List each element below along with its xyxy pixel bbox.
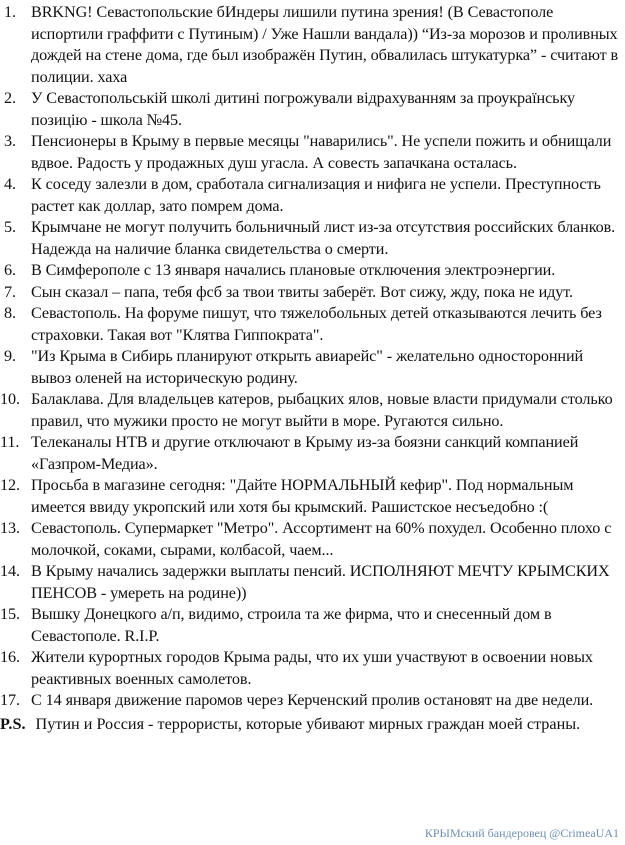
list-item-number: 10. bbox=[0, 390, 20, 408]
list-item-text: К соседу залезли в дом, сработала сигнализация и нифига не успели. Преступность растет как доллар, зато помрем дома. bbox=[31, 175, 601, 215]
list-item-text: Балаклава. Для владельцев катеров, рыбацких ялов, новые власти придумали столько правил, что мужики просто не могут выйти в море. Ругаются сильно. bbox=[31, 390, 613, 430]
postscript-text: Путин и Россия - террористы, которые убивают мирных граждан моей страны. bbox=[35, 714, 581, 733]
list-item-number: 12. bbox=[0, 476, 20, 494]
list-item bbox=[0, 389, 619, 432]
list-item bbox=[0, 518, 619, 561]
list-item-text: С 14 января движение паромов через Керченский пролив остановят на две недели. bbox=[31, 691, 594, 709]
list-item-text: Севастополь. На форуме пишут, что тяжелобольных детей отказываются лечить без страховки. Такая вот "Клятва Гиппократа". bbox=[31, 304, 602, 344]
list-item bbox=[0, 260, 619, 282]
list-item-number: 15. bbox=[0, 605, 20, 623]
list-item-text: Севастополь. Супермаркет "Метро". Ассортимент на 60% похудел. Особенно плохо с молочкой, соками, сырами, колбасой, чаем... bbox=[31, 519, 612, 559]
list-item-number: 7. bbox=[4, 282, 16, 301]
list-item bbox=[0, 604, 619, 647]
postscript-label: P.S. bbox=[0, 714, 26, 733]
list-item bbox=[0, 561, 619, 604]
list-item-number: 2. bbox=[4, 89, 16, 107]
list-item bbox=[0, 303, 619, 346]
list-item-number: 5. bbox=[4, 218, 16, 236]
list-item bbox=[0, 432, 619, 475]
list-item-number: 4. bbox=[4, 175, 16, 193]
list-item bbox=[0, 88, 619, 131]
author-credit: КРЫМский бандеровец @CrimeaUA1 bbox=[424, 826, 619, 840]
list-item-text: Крымчане не могут получить больничный лист из-за отсутствия российских бланков. Надежда на наличие бланка свидетельства о смерти. bbox=[31, 218, 616, 258]
list-item-text: Телеканалы НТВ и другие отключают в Крыму из-за боязни санкций компанией «Газпром-Медиа». bbox=[31, 433, 579, 473]
list-item bbox=[0, 346, 619, 389]
list-item bbox=[0, 690, 619, 712]
list-item-text: Просьба в магазине сегодня: "Дайте НОРМАЛЬНЫЙ кефир". Под нормальным имеется ввиду укропский или хотя бы крымский. Рашистское несъедобно :( bbox=[31, 476, 574, 516]
list-item bbox=[0, 217, 619, 260]
list-item-number: 16. bbox=[0, 648, 20, 666]
list-item bbox=[0, 131, 619, 174]
list-item-text: В Крыму начались задержки выплаты пенсий. ИСПОЛНЯЮТ МЕЧТУ КРЫМСКИХ ПЕНСОВ - умереть на родине)) bbox=[31, 562, 610, 602]
list-item-text: Жители курортных городов Крыма рады, что их уши участвуют в освоении новых реактивных военных самолетов. bbox=[31, 648, 593, 688]
list-item-text: В Симферополе с 13 января начались плановые отключения электроэнергии. bbox=[31, 261, 556, 279]
list-item-number: 11. bbox=[0, 433, 20, 451]
list-item bbox=[0, 2, 619, 88]
list-item bbox=[0, 174, 619, 217]
list-item-number: 3. bbox=[4, 132, 16, 150]
list-item bbox=[0, 282, 619, 304]
list-item-number: 17. bbox=[0, 691, 20, 709]
list-item-text: Пенсионеры в Крыму в первые месяцы "наварились". Не успели пожить и обнищали вдвое. Радость у продажных душ угасла. А совесть запачкана осталась. bbox=[31, 132, 612, 172]
list-item-number: 1. bbox=[4, 3, 16, 21]
list-item-text: Вышку Донецкого а/п, видимо, строила та же фирма, что и снесенный дом в Севастополе. R.I.P. bbox=[31, 605, 552, 645]
list-item bbox=[0, 647, 619, 690]
list-item-text: Сын сказал – папа, тебя фсб за твои твиты заберёт. Вот сижу, жду, пока не идут. bbox=[31, 282, 573, 301]
list-item-number: 8. bbox=[4, 304, 16, 322]
list-item-text: У Севастопольській школі дитині погрожували відрахуванням за проукраїнську позицію - школа №45. bbox=[31, 89, 575, 129]
list-item-number: 13. bbox=[0, 519, 20, 537]
list-item-number: 6. bbox=[4, 261, 16, 279]
list-item-number: 14. bbox=[0, 562, 20, 580]
list-item bbox=[0, 475, 619, 518]
list-item-text: BRKNG! Севастопольские бИндеры лишили путина зрения! (В Севастополе испортили граффити с Путиным) / Уже Нашли вандала)) “Из-за морозов и проливных дождей на стене дома, где был изображён Путин, обвалилась штукатурка” - считают в полиции. хаха bbox=[31, 3, 619, 86]
list-item-number: 9. bbox=[4, 347, 16, 365]
list-item-text: "Из Крыма в Сибирь планируют открыть авиарейс" - желательно односторонний вывоз оленей на историческую родину. bbox=[31, 347, 584, 387]
postscript bbox=[0, 714, 625, 736]
